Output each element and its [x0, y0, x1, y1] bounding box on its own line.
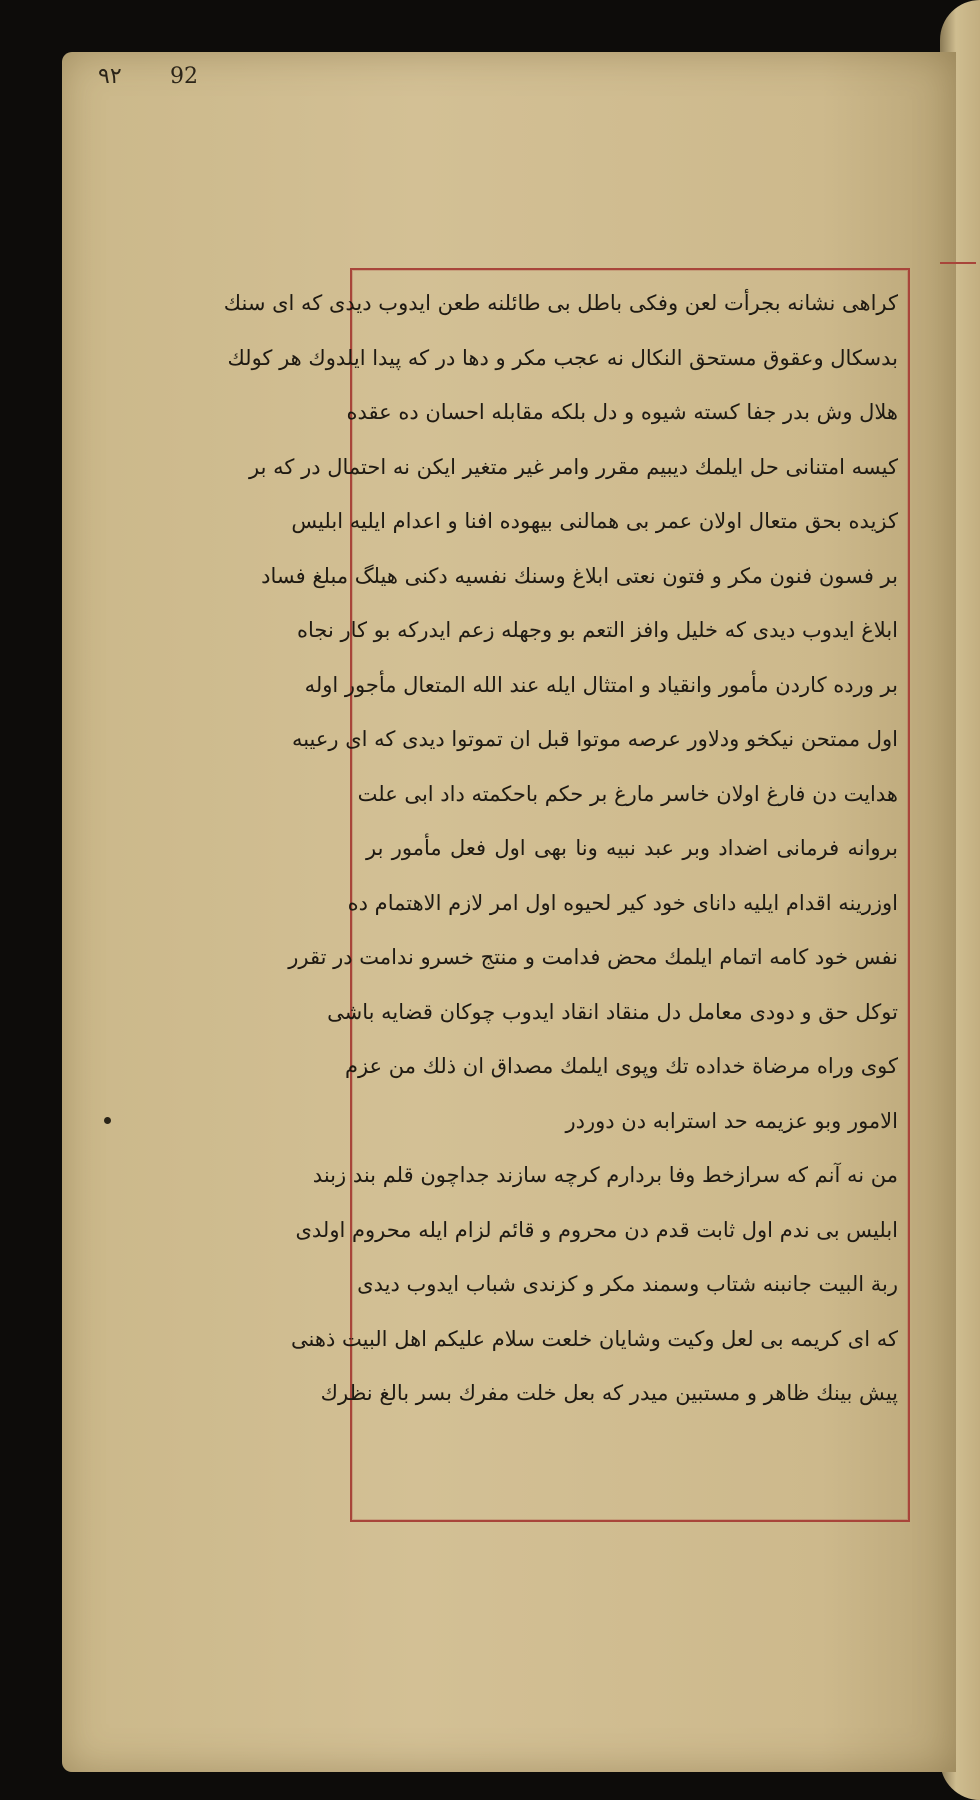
text-line: بروانه فرمانی اضداد وبر عبد نبیه ونا بهی اول فعل مأمور بر [366, 836, 898, 860]
text-line: ربة البیت جانبنه شتاب وسمند مكر و كزندی شباب ایدوب دیدی [357, 1272, 898, 1296]
text-line: كیسه امتنانی حل ایلمك دیبیم مقرر وامر غیر متغیر ایكن نه احتمال در كه بر [249, 454, 898, 479]
text-line: توكل حق و دودی معامل دل منقاد انقاد ایدوب چوكان قضایه باشی [327, 999, 898, 1024]
next-page-rule [940, 262, 976, 264]
text-line: نفس خود كامه اتمام ایلمك محض فدامت و منتج خسرو ندامت در تقرر [288, 945, 898, 969]
text-block-frame [223, 268, 910, 1522]
text-line: من نه آنم كه سرازخط وفا بردارم كرچه سازند جداچون قلم بند زبند [312, 1163, 898, 1187]
text-block [223, 276, 898, 1421]
text-line: بر ورده كاردن مأمور وانقیاد و امتثال ایله عند الله المتعال مأجور اوله [304, 672, 898, 697]
text-line: الامور وبو عزیمه حد استرابه دن دوردر [565, 1108, 898, 1133]
folio-number-arabic: ٩٢ [98, 64, 122, 89]
text-line: هدایت دن فارغ اولان خاسر مارغ بر حكم باحكمته داد ابی علت [357, 781, 898, 806]
text-line: كراهی نشانه بجرأت لعن وفكی باطل بی طائلنه طعن ایدوب دیدی كه ای سنك [223, 291, 898, 315]
text-line: هلال وش بدر جفا كسته شیوه و دل بلكه مقابله احسان ده عقده [346, 400, 898, 424]
text-line: كه ای كریمه بی لعل وكیت وشایان خلعت سلام علیكم اهل البیت ذهنی [291, 1326, 898, 1351]
ink-spot [104, 1117, 111, 1124]
text-line: بر فسون فنون مكر و فتون نعتی ابلاغ وسنك نفسیه دكنی هیلگ مبلغ فساد [261, 563, 898, 588]
text-line: اول ممتحن نیكخو ودلاور عرصه موتوا قبل ان تموتوا دیدی كه ای رعیبه [291, 727, 898, 751]
text-line: ابلاغ ایدوب دیدی كه خلیل وافز التعم بو وجهله زعم ایدركه بو كار نجاه [297, 618, 898, 642]
text-line: ابلیس بی ندم اول ثابت قدم دن محروم و قائم لزام ایله محروم اولدی [295, 1217, 898, 1242]
text-line: بدسكال وعقوق مستحق النكال نه عجب مكر و دها در كه پیدا ایلدوك هر كولك [227, 345, 898, 370]
text-line: اوزرینه اقدام ایلیه دانای خود كیر لحیوه اول امر لازم الاهتمام ده [347, 890, 898, 915]
text-line: كزیده بحق متعال اولان عمر بی همالنی بیهوده افنا و اعدام ایلیه ابلیس [291, 509, 898, 533]
text-line: پیش بینك ظاهر و مستبین میدر كه بعل خلت مفرك بسر بالغ نظرك [320, 1381, 898, 1405]
text-line: كوی وراه مرضاة خداده تك وپوی ایلمك مصداق ان ذلك من عزم [344, 1054, 898, 1078]
folio-number-latin: 92 [170, 64, 198, 89]
